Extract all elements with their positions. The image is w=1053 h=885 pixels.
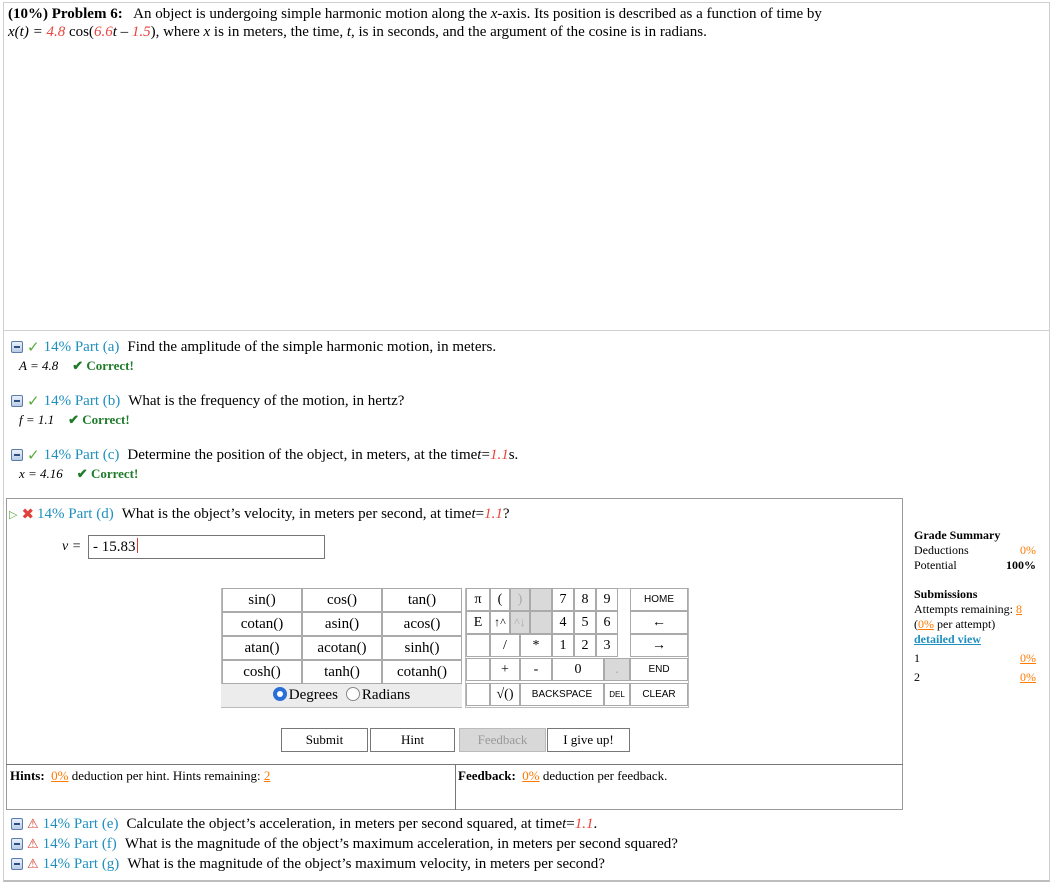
submission-number: 2: [914, 670, 920, 684]
given-amplitude: 4.8: [46, 24, 66, 40]
pi-key[interactable]: π: [466, 588, 490, 611]
cosh-button[interactable]: cosh(): [222, 660, 302, 684]
radio-icon[interactable]: [346, 687, 360, 701]
per-attempt-pct: 0%: [918, 617, 934, 631]
given-omega: 6.6: [93, 24, 113, 40]
part-e-header[interactable]: [11, 814, 597, 834]
deductions-value: 0%: [1020, 543, 1036, 557]
deductions-label: Deductions: [914, 543, 969, 557]
minus-key[interactable]: -: [520, 658, 552, 681]
seven-key[interactable]: 7: [552, 588, 574, 611]
collapse-icon[interactable]: [11, 449, 23, 461]
t-var: t: [562, 815, 567, 832]
feedback-panel: [456, 764, 903, 810]
problem-text: , is in seconds, and the argument of the cosine is in radians.: [350, 24, 707, 40]
answer-value: A = 4.8: [19, 358, 59, 373]
angle-mode-selector: [221, 684, 462, 707]
submit-button[interactable]: Submit: [281, 728, 368, 752]
part-b-answer: [19, 412, 130, 428]
submissions-title: Submissions: [914, 587, 978, 601]
equals: =: [566, 815, 575, 832]
velocity-answer-input[interactable]: [88, 535, 325, 559]
part-b-header: [11, 391, 404, 411]
tan-button[interactable]: tan(): [382, 588, 462, 612]
left-arrow-key[interactable]: ←: [630, 611, 688, 634]
attempts-remaining: 8: [1015, 602, 1022, 616]
hint-deduction: 0%: [51, 768, 69, 783]
collapse-icon[interactable]: [11, 818, 23, 830]
checkmark-icon: ✓: [27, 392, 40, 410]
attempts-label: Attempts remaining:: [914, 602, 1016, 616]
part-question-end: .: [593, 815, 598, 832]
e-key[interactable]: E: [466, 611, 490, 634]
correct-badge: ✔ Correct!: [68, 412, 130, 427]
hints-label: Hints:: [10, 768, 45, 783]
detailed-view-link[interactable]: detailed view: [914, 632, 981, 646]
radians-option[interactable]: [346, 687, 410, 704]
per-attempt-text: per attempt): [934, 617, 996, 631]
part-label: 14% Part (g): [42, 855, 120, 872]
part-question-end: ?: [502, 505, 510, 522]
answer-value: x = 4.16: [19, 466, 63, 481]
up-key[interactable]: ↑^: [490, 611, 510, 634]
cotanh-button[interactable]: cotanh(): [382, 660, 462, 684]
problem-text: is in meters, the time,: [210, 24, 347, 40]
blank-key: [530, 588, 552, 611]
nine-key[interactable]: 9: [596, 588, 618, 611]
checkmark-icon: ✓: [27, 446, 40, 464]
text-cursor: [137, 538, 138, 553]
part-question: What is the magnitude of the object’s maximum velocity, in meters per second?: [127, 855, 605, 872]
velocity-label: v =: [62, 539, 82, 554]
part-c-answer: [19, 466, 138, 482]
hints-remaining: 2: [263, 768, 271, 783]
sqrt-key[interactable]: √(): [490, 683, 520, 706]
acotan-button[interactable]: acotan(): [302, 636, 382, 660]
part-a-header: [11, 337, 496, 357]
part-question: What is the frequency of the motion, in hertz?: [128, 392, 405, 409]
asin-button[interactable]: asin(): [302, 612, 382, 636]
x-mark-icon: ✖: [21, 505, 35, 523]
divide-key[interactable]: /: [490, 634, 520, 657]
feedback-button[interactable]: Feedback: [459, 728, 546, 752]
potential-value: 100%: [1006, 558, 1036, 572]
collapse-icon[interactable]: [11, 341, 23, 353]
give-up-button[interactable]: I give up!: [547, 728, 630, 752]
home-key[interactable]: HOME: [630, 588, 688, 611]
radio-selected-icon[interactable]: [273, 687, 287, 701]
two-key[interactable]: 2: [574, 634, 596, 657]
answer-value: f = 1.1: [19, 412, 55, 427]
part-label: 14% Part (b): [43, 392, 121, 409]
equation-minus: –: [116, 24, 132, 40]
equation-lhs: x(t) =: [8, 24, 47, 40]
blank-key: [466, 683, 490, 706]
given-time: 1.1: [489, 446, 509, 463]
part-label: 14% Part (f): [42, 835, 117, 852]
four-key[interactable]: 4: [552, 611, 574, 634]
t-var: t: [346, 24, 351, 40]
hint-button[interactable]: Hint: [370, 728, 455, 752]
hints-text: deduction per hint. Hints remaining:: [68, 768, 264, 783]
submission-number: 1: [914, 651, 920, 665]
t-var: t: [471, 505, 476, 522]
checkmark-icon: ✓: [27, 338, 40, 356]
feedback-deduction: 0%: [522, 768, 540, 783]
part-d-header: [9, 504, 510, 524]
correct-badge: ✔ Correct!: [76, 466, 139, 481]
one-key[interactable]: 1: [552, 634, 574, 657]
problem-statement: [8, 5, 908, 41]
sin-button[interactable]: sin(): [222, 588, 302, 612]
atan-button[interactable]: atan(): [222, 636, 302, 660]
lparen-key[interactable]: (: [490, 588, 510, 611]
warning-icon: ⚠: [27, 816, 39, 832]
problem-header: (10%) Problem 6:: [8, 6, 123, 22]
right-arrow-key[interactable]: →: [630, 634, 688, 657]
plus-key[interactable]: +: [490, 658, 520, 681]
collapse-icon[interactable]: [11, 395, 23, 407]
degrees-option[interactable]: [273, 687, 338, 704]
blank-key: [530, 611, 552, 634]
correct-badge: ✔ Correct!: [72, 358, 134, 373]
rparen-key[interactable]: ): [510, 588, 530, 611]
submission-score: 0%: [1020, 670, 1036, 684]
part-question: Determine the position of the object, in meters, at the time: [127, 446, 478, 463]
problem-text: ), where: [150, 24, 204, 40]
sinh-button[interactable]: sinh(): [382, 636, 462, 660]
potential-label: Potential: [914, 558, 957, 572]
three-key[interactable]: 3: [596, 634, 618, 657]
feedback-text: deduction per feedback.: [539, 768, 668, 783]
blank-key: [466, 658, 490, 681]
warning-icon: ⚠: [27, 836, 39, 852]
grade-summary: Grade Summary Deductions 0% Potential 100% Submissions Attempts remaining: 8 (0% per attempt) detailed view 1 0% 2 0%: [914, 528, 1036, 684]
cotan-button[interactable]: cotan(): [222, 612, 302, 636]
clear-key[interactable]: CLEAR: [630, 683, 688, 706]
expand-arrow-icon[interactable]: ▷: [9, 507, 18, 521]
collapse-icon[interactable]: [11, 838, 23, 850]
acos-button[interactable]: acos(): [382, 612, 462, 636]
given-time: 1.1: [574, 815, 594, 832]
collapse-icon[interactable]: [11, 858, 23, 870]
multiply-key[interactable]: *: [520, 634, 552, 657]
part-question: Calculate the object’s acceleration, in meters per second squared, at time: [126, 815, 563, 832]
del-key[interactable]: DEL: [604, 683, 630, 706]
dot-key[interactable]: .: [604, 658, 630, 681]
eight-key[interactable]: 8: [574, 588, 596, 611]
part-question: What is the magnitude of the object’s maximum acceleration, in meters per second squared?: [124, 835, 678, 852]
given-phase: 1.5: [131, 24, 151, 40]
hints-panel: [6, 764, 456, 810]
x-var: x: [490, 6, 498, 22]
problem-text: An object is undergoing simple harmonic motion along the: [133, 6, 491, 22]
given-time: 1.1: [484, 505, 503, 522]
part-question: What is the object’s velocity, in meters per second, at time: [121, 505, 472, 522]
six-key[interactable]: 6: [596, 611, 618, 634]
part-label: 14% Part (e): [42, 815, 119, 832]
problem-text: -axis. Its position is described as a function of time by: [497, 6, 822, 22]
grade-summary-title: Grade Summary: [914, 528, 1001, 542]
end-key[interactable]: END: [630, 658, 688, 681]
part-a-answer: [19, 358, 134, 374]
equals: =: [475, 505, 485, 522]
part-question: Find the amplitude of the simple harmonic motion, in meters.: [127, 338, 497, 355]
feedback-label: Feedback:: [458, 768, 516, 783]
tanh-button[interactable]: tanh(): [302, 660, 382, 684]
part-c-header: [11, 445, 518, 465]
equals: =: [481, 446, 490, 463]
part-question-end: s.: [508, 446, 519, 463]
part-label: 14% Part (a): [43, 338, 120, 355]
zero-key[interactable]: 0: [552, 658, 604, 681]
blank-key: [466, 634, 490, 657]
part-f-header[interactable]: [11, 834, 678, 854]
part-label: 14% Part (d): [37, 505, 114, 522]
warning-icon: ⚠: [27, 856, 39, 872]
submission-score: 0%: [1020, 651, 1036, 665]
cos-button[interactable]: cos(): [302, 588, 382, 612]
input-value: - 15.83: [93, 539, 136, 555]
five-key[interactable]: 5: [574, 611, 596, 634]
x-var: x: [203, 24, 211, 40]
backspace-key[interactable]: BACKSPACE: [520, 683, 604, 706]
equation-cos: cos(: [65, 24, 94, 40]
divider: [3, 330, 1050, 331]
degrees-label: Degrees: [288, 687, 338, 703]
t-var: t: [477, 446, 482, 463]
part-g-header[interactable]: [11, 854, 605, 874]
radians-label: Radians: [361, 687, 411, 703]
t-var: t: [112, 24, 117, 40]
part-label: 14% Part (c): [43, 446, 120, 463]
down-key[interactable]: ^↓: [510, 611, 530, 634]
